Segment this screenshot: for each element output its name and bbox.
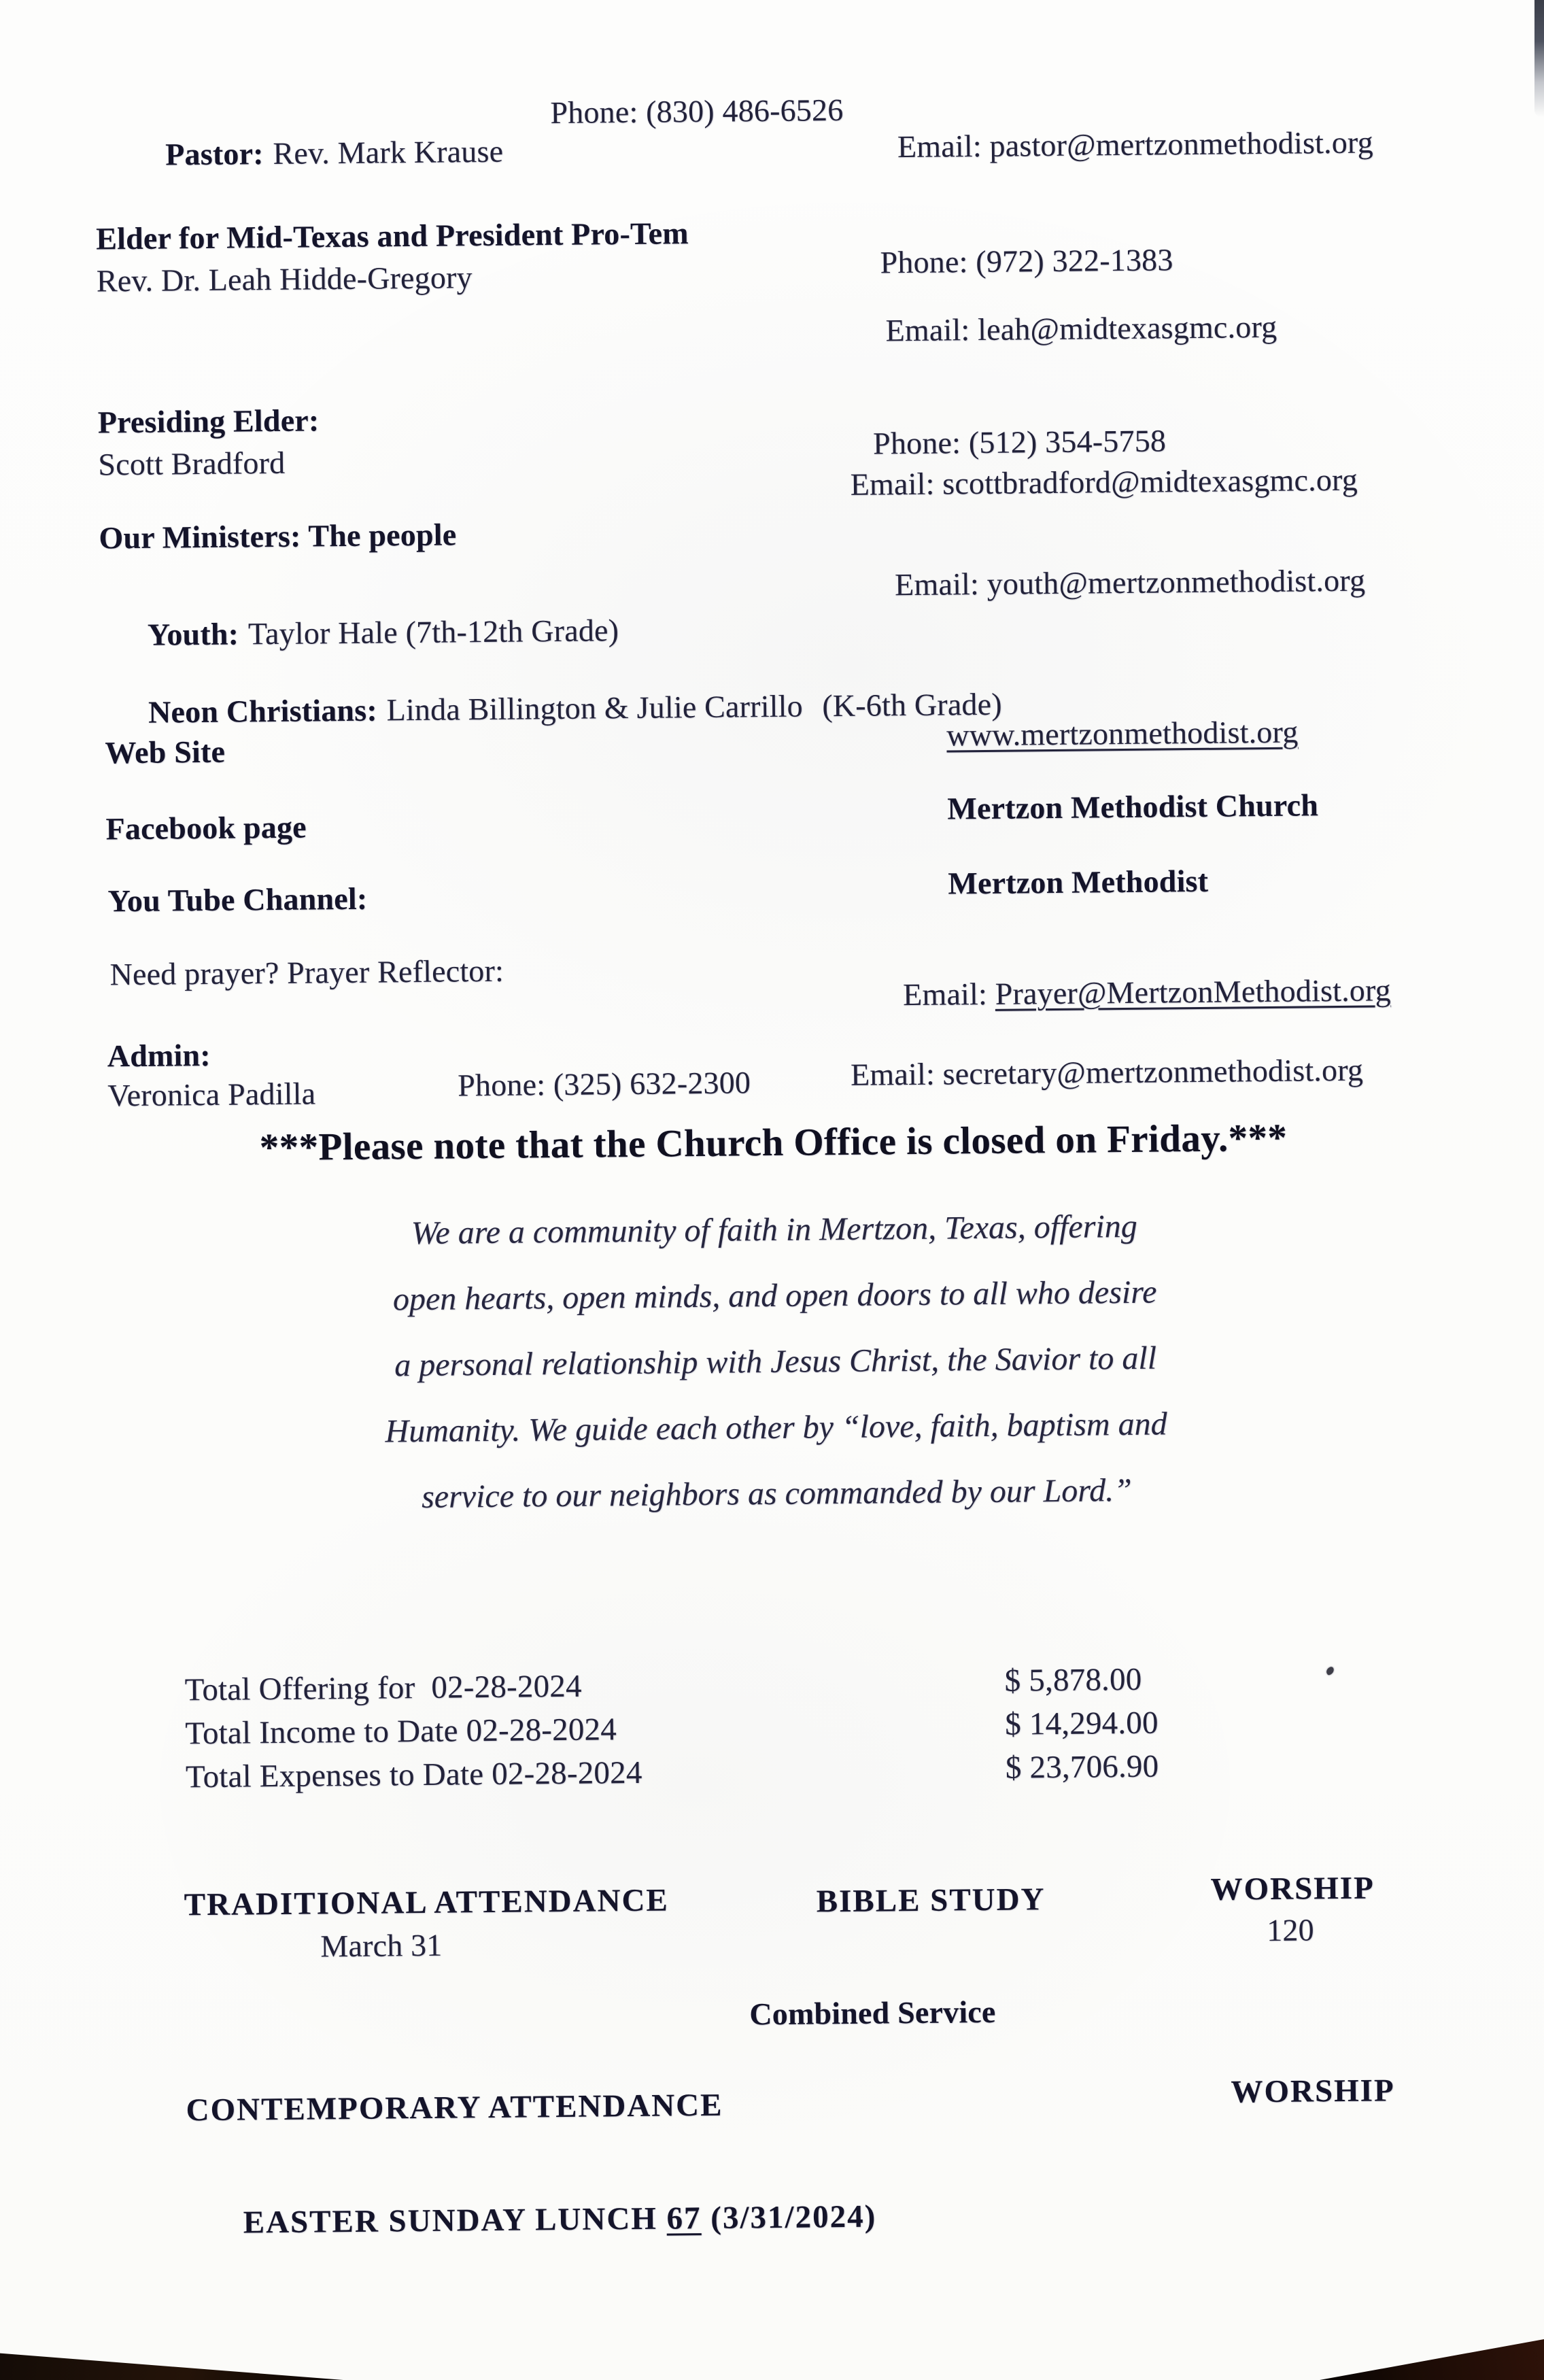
combined-service-label: Combined Service bbox=[749, 1994, 996, 2032]
easter-lunch-count: 67 bbox=[666, 2200, 702, 2237]
pastor-label: Pastor: bbox=[165, 136, 264, 172]
mission-line: We are a community of faith in Mertzon, Texas, offering bbox=[411, 1208, 1137, 1252]
presiding-elder-phone: Phone: (512) 354-5758 bbox=[872, 423, 1167, 461]
mission-statement bbox=[2, 1177, 1544, 1546]
mission-line: open hearts, open minds, and open doors to all who desire bbox=[392, 1274, 1157, 1318]
offering-amount: $ 5,878.00 bbox=[1004, 1661, 1142, 1699]
expenses-label: Total Expenses to Date 02-28-2024 bbox=[185, 1754, 642, 1795]
facebook-label: Facebook page bbox=[105, 809, 307, 847]
income-amount: $ 14,294.00 bbox=[1004, 1705, 1159, 1742]
traditional-date: March 31 bbox=[320, 1927, 443, 1964]
expenses-amount: $ 23,706.90 bbox=[1005, 1748, 1159, 1786]
admin-name: Veronica Padilla bbox=[107, 1076, 316, 1113]
admin-label: Admin: bbox=[107, 1037, 211, 1074]
easter-lunch-prefix: EASTER SUNDAY LUNCH bbox=[243, 2200, 667, 2241]
elder-email: Email: leah@midtexasgmc.org bbox=[885, 309, 1277, 348]
mission-line: Humanity. We guide each other by “love, faith, baptism and bbox=[385, 1406, 1167, 1450]
pastor-line bbox=[117, 98, 504, 209]
traditional-attendance-header: TRADITIONAL ATTENDANCE bbox=[184, 1882, 669, 1923]
admin-phone: Phone: (325) 632-2300 bbox=[457, 1065, 751, 1103]
neon-christians-grade: (K-6th Grade) bbox=[822, 686, 1002, 724]
offering-label: Total Offering for 02-28-2024 bbox=[184, 1668, 582, 1708]
website-url: www.mertzonmethodist.org bbox=[946, 714, 1299, 753]
prayer-email-prefix: Email: bbox=[902, 976, 995, 1013]
youth-email: Email: youth@mertzonmethodist.org bbox=[894, 562, 1366, 602]
prayer-label: Need prayer? Prayer Reflector: bbox=[109, 953, 504, 992]
bible-study-header: BIBLE STUDY bbox=[816, 1882, 1046, 1920]
contemporary-attendance-header: CONTEMPORARY ATTENDANCE bbox=[186, 2087, 723, 2128]
neon-christians-value: Linda Billington & Julie Carrillo bbox=[386, 688, 804, 728]
scan-edge-top-right bbox=[1534, 0, 1544, 117]
presiding-elder-label: Presiding Elder: bbox=[97, 403, 320, 440]
prayer-email-address: Prayer@MertzonMethodist.org bbox=[995, 972, 1392, 1011]
youtube-value: Mertzon Methodist bbox=[948, 863, 1209, 901]
office-closed-notice: ***Please note that the Church Office is closed on Friday.*** bbox=[259, 1116, 1288, 1170]
pastor-email: Email: pastor@mertzonmethodist.org bbox=[897, 124, 1374, 165]
facebook-value: Mertzon Methodist Church bbox=[947, 787, 1319, 826]
pastor-name: Rev. Mark Krause bbox=[273, 133, 504, 171]
pastor-phone: Phone: (830) 486-6526 bbox=[550, 92, 844, 131]
worship-count: 120 bbox=[1266, 1912, 1315, 1948]
neon-christians-line bbox=[100, 651, 1002, 767]
neon-christians-label: Neon Christians: bbox=[148, 692, 378, 730]
elder-phone: Phone: (972) 322-1383 bbox=[880, 242, 1173, 280]
youtube-label: You Tube Channel: bbox=[107, 881, 368, 919]
elder-name: Rev. Dr. Leah Hidde-Gregory bbox=[96, 260, 473, 299]
easter-lunch-line bbox=[186, 2162, 877, 2279]
income-label: Total Income to Date 02-28-2024 bbox=[185, 1712, 617, 1752]
presiding-elder-name: Scott Bradford bbox=[98, 445, 286, 482]
prayer-email-line bbox=[855, 936, 1391, 1049]
worship-header: WORSHIP bbox=[1210, 1870, 1375, 1907]
mission-line: service to our neighbors as commanded by our Lord.” bbox=[421, 1472, 1133, 1515]
presiding-elder-email: Email: scottbradford@midtexasgmc.org bbox=[850, 462, 1358, 502]
mission-line: a personal relationship with Jesus Christ, the Savior to all bbox=[394, 1340, 1157, 1384]
youth-label: Youth: bbox=[147, 616, 239, 652]
elder-title: Elder for Mid-Texas and President Pro-Tem bbox=[95, 216, 689, 256]
contemporary-worship-header: WORSHIP bbox=[1231, 2073, 1395, 2110]
admin-email: Email: secretary@mertzonmethodist.org bbox=[850, 1052, 1364, 1092]
ink-speck bbox=[1325, 1666, 1335, 1676]
easter-lunch-date: (3/31/2024) bbox=[701, 2198, 877, 2237]
website-label: Web Site bbox=[105, 734, 226, 770]
ministers-line: Our Ministers: The people bbox=[99, 517, 457, 556]
youth-value: Taylor Hale (7th-12th Grade) bbox=[247, 613, 619, 651]
